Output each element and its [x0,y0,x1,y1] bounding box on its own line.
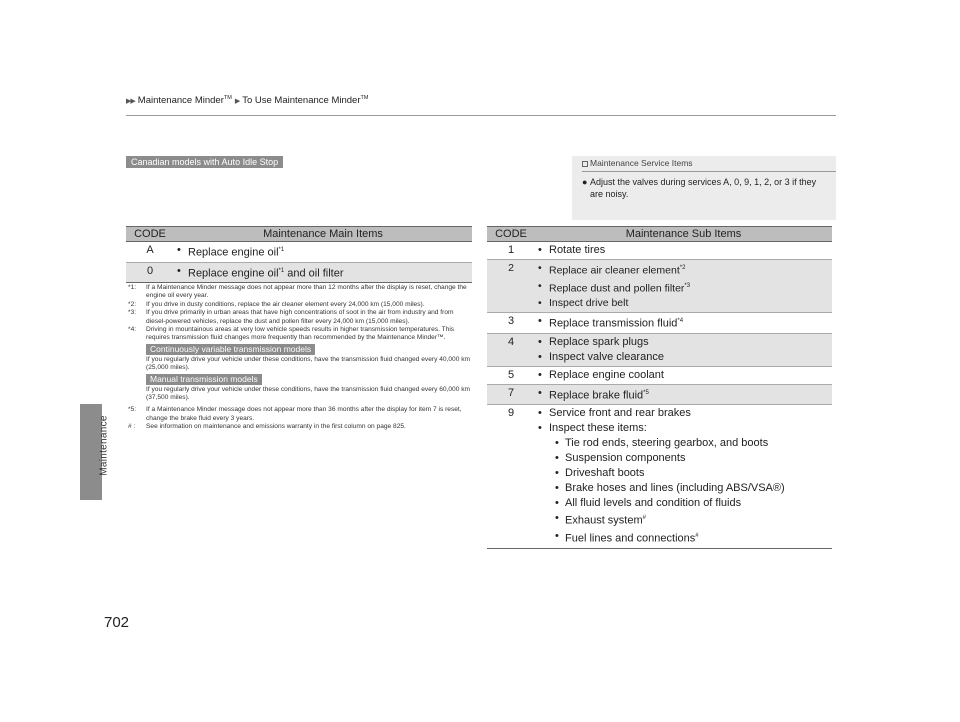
footnote: Continuously variable transmission models If you regularly drive your vehicle under these conditions, have the transmission fluid changed every 40,000 km (25,000 miles). [146,343,471,372]
manual-model-badge: Manual transmission models [146,374,262,385]
footnote: *3: If you drive primarily in urban areas that have high concentrations of soot in the air from industry and from diesel-powered vehicles, replace the dust and pollen filter every 24,000 km (15,000 miles). [128,309,454,325]
table-row: 3 • Replace transmission fluid$^{*4}$ [487,313,832,334]
col-header-code: CODE [487,227,535,242]
col-header-code: CODE [126,227,174,242]
side-note-title: Maintenance Service Items [590,158,693,168]
main-items-table [126,226,472,283]
breadcrumb-link-minder[interactable]: Maintenance Minder™ [137,95,232,107]
table-row: 7 • Replace brake fluid$^{*5}$ [487,384,832,405]
side-note-box: Maintenance Service Items ● Adjust the valves during services A, 0, 9, 1, 2, or 3 if they are noisy. [572,156,836,220]
footnotes [128,284,474,432]
table-row: 2 • Replace air cleaner element$^{*2}$ • Replace dust and pollen filter$^{*3}$ • Inspect drive belt [487,260,832,313]
table-row: 0 • Replace engine oil$^{*1}$ and oil filter [126,262,472,283]
table-row: 9 • Service front and rear brakes • Inspect these items: • Tie rod ends, steering gearbox, and boots • Suspension components • Driveshaft boots • Brake hoses and lines (including ABS/VSA®) • All fluid levels and condition of fluids • Exhaust system# • Fuel lines and connections# [487,405,832,548]
breadcrumb [126,95,368,106]
sub-items-table [487,226,832,549]
table-row: 1 • Rotate tires [487,242,832,260]
footnote: *1: If a Maintenance Minder message does not appear more than 12 months after the display is reset, change the engine oil every year. [128,284,467,300]
col-header-main-items: Maintenance Main Items [174,227,472,242]
header-rule [126,115,836,116]
footnote: # : See information on maintenance and emissions warranty in the first column on page 825. [128,423,406,431]
footnote: Manual transmission models If you regularly drive your vehicle under these conditions, have the transmission fluid changed every 60,000 km (37,500 miles). [146,373,471,402]
table-header-row [487,227,832,242]
model-badge: Canadian models with Auto Idle Stop [126,156,283,168]
breadcrumb-current: To Use Maintenance Minder™ [242,95,369,107]
side-note-body: Adjust the valves during services A, 0, 9, 1, 2, or 3 if they are noisy. [590,177,817,199]
table-header-row [126,227,472,242]
note-reference-icon [582,161,588,167]
table-row: 5 • Replace engine coolant [487,366,832,384]
col-header-sub-items: Maintenance Sub Items [535,227,832,242]
footnote: *2: If you drive in dusty conditions, replace the air cleaner element every 24,000 km (15,000 miles). [128,300,425,308]
breadcrumb-arrow-icon: ▶ [234,97,240,105]
footnote: *4: Driving in mountainous areas at very low vehicle speeds results in higher transmission temperatures. This requires transmission fluid changes more frequently than recommended by the Maintenance Minder™. [128,326,455,342]
breadcrumb-arrow-icon: ▶▶ [126,97,135,105]
footnote: *5: If a Maintenance Minder message does not appear more than 36 months after the display for item 7 is reset, change the brake fluid every 3 years. [128,406,462,422]
page-number: 702 [104,614,130,631]
section-label: Maintenance [98,415,110,476]
table-row: 4 • Replace spark plugs • Inspect valve clearance [487,333,832,366]
cvt-model-badge: Continuously variable transmission models [146,344,315,355]
table-row: A • Replace engine oil$^{*1}$ [126,242,472,263]
